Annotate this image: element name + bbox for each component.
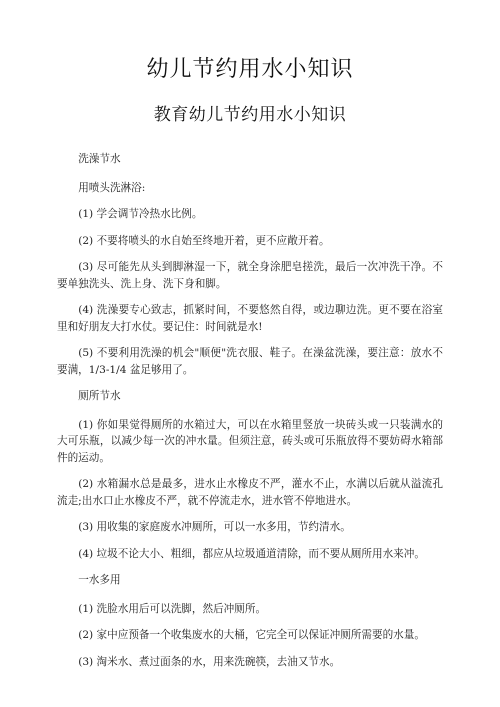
paragraph: (3) 淘米水、煮过面条的水，用来洗碗筷，去油又节水。 bbox=[78, 655, 341, 668]
section-heading-reuse: 一水多用 bbox=[78, 574, 121, 586]
page-subtitle: 教育幼儿节约用水小知识 bbox=[153, 105, 347, 125]
paragraph: (2) 水箱漏水总是最多，进水止水橡皮不严，灌水不止，水满以后就从溢流孔流走;出水口止水橡皮不严，就不停流走水，进水管不停地进水。 bbox=[57, 478, 443, 507]
paragraph: (3) 尽可能先从头到脚淋湿一下，就全身涂肥皂搓洗，最后一次冲洗干净。不要单独洗头、洗上身、洗下身和脚。 bbox=[57, 261, 443, 290]
paragraph: (1) 洗脸水用后可以洗脚，然后冲厕所。 bbox=[78, 602, 267, 615]
page-title: 幼儿节约用水小知识 bbox=[146, 57, 354, 82]
section-heading-toilet: 厕所节水 bbox=[78, 390, 121, 402]
paragraph: (3) 用收集的家庭废水冲厕所，可以一水多用，节约清水。 bbox=[78, 521, 351, 533]
paragraph: (4) 垃圾不论大小、粗细，都应从垃圾通道清除，而不要从厕所用水来冲。 bbox=[78, 547, 425, 560]
section-heading-bathing: 洗澡节水 bbox=[78, 153, 121, 165]
paragraph: (1) 学会调节冷热水比例。 bbox=[78, 208, 203, 220]
paragraph: (2) 家中应预备一个收集废水的大桶，它完全可以保证冲厕所需要的水量。 bbox=[78, 629, 425, 641]
paragraph: (1) 你如果觉得厕所的水箱过大，可以在水箱里竖放一块砖头或一只装满水的大可乐瓶，以减少每一次的冲水量。但须注意，砖头或可乐瓶放得不要妨碍水箱部件的运动。 bbox=[57, 418, 443, 464]
paragraph: (4) 洗澡要专心致志，抓紧时间，不要悠然自得，或边聊边洗。更不要在浴室里和好朋友大打水仗。要记住：时间就是水! bbox=[57, 304, 443, 333]
paragraph: (2) 不要将喷头的水自始至终地开着，更不应敞开着。 bbox=[78, 234, 330, 247]
paragraph: 用喷头洗淋浴: bbox=[78, 181, 146, 194]
paragraph: (5) 不要利用洗澡的机会"顺便"洗衣服、鞋子。在澡盆洗澡，要注意：放水不要满，1/3-1/4 盆足够用了。 bbox=[57, 347, 443, 376]
document-body bbox=[57, 151, 443, 670]
